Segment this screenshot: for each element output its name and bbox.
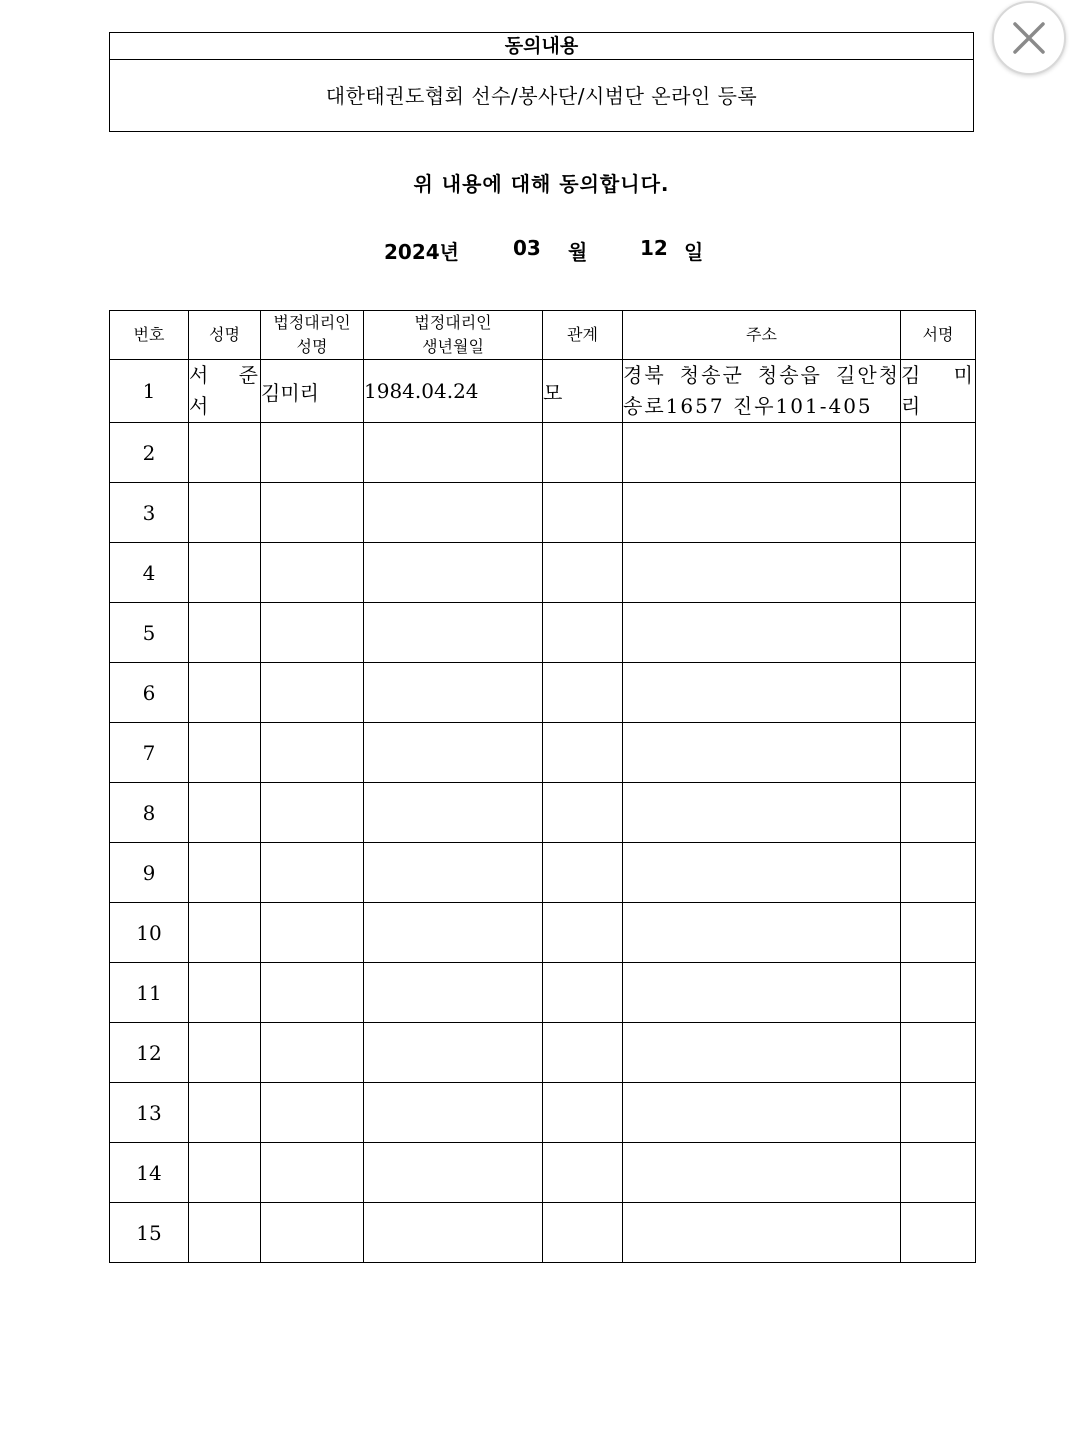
cell-guardian-birth: [364, 423, 543, 483]
date-month-unit: 월: [568, 240, 588, 264]
cell-name: [189, 1143, 261, 1203]
cell-guardian-name: [261, 1143, 364, 1203]
cell-address: [623, 543, 901, 603]
table-row: [110, 483, 976, 543]
cell-relation: [543, 663, 623, 723]
cell-signature: [901, 1023, 976, 1083]
table-row: [110, 543, 976, 603]
cell-signature: [901, 903, 976, 963]
cell-no: 8: [110, 783, 189, 843]
cell-no: 15: [110, 1203, 189, 1263]
cell-no: 9: [110, 843, 189, 903]
cell-no: 13: [110, 1083, 189, 1143]
cell-guardian-birth: [364, 483, 543, 543]
cell-guardian-birth: 1984.04.24: [364, 360, 543, 423]
cell-guardian-name: 김미리: [261, 360, 364, 423]
close-button[interactable]: [992, 1, 1066, 75]
cell-no: 11: [110, 963, 189, 1023]
cell-address: [623, 903, 901, 963]
cell-guardian-name: [261, 483, 364, 543]
cell-relation: [543, 903, 623, 963]
cell-signature: [901, 843, 976, 903]
table-row: [110, 843, 976, 903]
table-row: [110, 1023, 976, 1083]
cell-guardian-name: [261, 663, 364, 723]
cell-no: 4: [110, 543, 189, 603]
cell-name: [189, 1083, 261, 1143]
cell-address: [623, 1203, 901, 1263]
cell-address: [623, 423, 901, 483]
cell-no: 7: [110, 723, 189, 783]
header-guardian-birth-line1: 법정대리인: [414, 313, 492, 332]
table-header-row: [110, 311, 976, 360]
cell-relation: [543, 1023, 623, 1083]
cell-relation: [543, 483, 623, 543]
cell-relation: [543, 1083, 623, 1143]
cell-address: [623, 483, 901, 543]
table-row: [110, 783, 976, 843]
cell-name: [189, 543, 261, 603]
cell-guardian-birth: [364, 963, 543, 1023]
cell-address: [623, 843, 901, 903]
cell-relation: [543, 843, 623, 903]
table-row: [110, 423, 976, 483]
table-row: [110, 603, 976, 663]
cell-name: [189, 483, 261, 543]
cell-relation: 모: [543, 360, 623, 423]
cell-signature: [901, 603, 976, 663]
table-row: [110, 663, 976, 723]
cell-relation: [543, 1143, 623, 1203]
header-no: 번호: [110, 311, 189, 360]
cell-guardian-birth: [364, 1143, 543, 1203]
cell-name: [189, 1023, 261, 1083]
cell-relation: [543, 423, 623, 483]
cell-signature: [901, 783, 976, 843]
cell-guardian-name: [261, 423, 364, 483]
cell-relation: [543, 543, 623, 603]
table-row: [110, 1083, 976, 1143]
cell-relation: [543, 1203, 623, 1263]
cell-guardian-birth: [364, 903, 543, 963]
cell-guardian-birth: [364, 603, 543, 663]
cell-name: [189, 1203, 261, 1263]
cell-name: [189, 663, 261, 723]
table-row: [110, 963, 976, 1023]
cell-signature: [901, 663, 976, 723]
cell-guardian-name: [261, 903, 364, 963]
cell-guardian-name: [261, 1083, 364, 1143]
consent-content: 대한태권도협회 선수/봉사단/시범단 온라인 등록: [325, 84, 758, 108]
cell-name: 서 준 서: [189, 360, 261, 423]
cell-name: [189, 963, 261, 1023]
cell-address: [623, 723, 901, 783]
cell-guardian-name: [261, 723, 364, 783]
cell-guardian-name: [261, 1203, 364, 1263]
cell-relation: [543, 783, 623, 843]
header-address: 주소: [623, 311, 901, 360]
table-row: [110, 1143, 976, 1203]
cell-guardian-name: [261, 1023, 364, 1083]
cell-address: [623, 963, 901, 1023]
cell-signature: [901, 1143, 976, 1203]
table-row: [110, 360, 976, 423]
cell-no: 1: [110, 360, 189, 423]
cell-address: [623, 663, 901, 723]
header-guardian-birth-line2: 생년월일: [422, 337, 484, 356]
cell-relation: [543, 963, 623, 1023]
cell-guardian-birth: [364, 843, 543, 903]
date-month: 03: [513, 236, 541, 260]
cell-signature: [901, 483, 976, 543]
cell-guardian-birth: [364, 723, 543, 783]
close-icon: [1012, 21, 1046, 55]
agreement-statement: 위 내용에 대해 동의합니다.: [413, 172, 670, 196]
cell-no: 12: [110, 1023, 189, 1083]
cell-name: [189, 783, 261, 843]
cell-relation: [543, 723, 623, 783]
header-guardian-birth: [364, 311, 543, 360]
date-line: [0, 236, 1078, 264]
cell-no: 5: [110, 603, 189, 663]
cell-no: 14: [110, 1143, 189, 1203]
cell-guardian-name: [261, 603, 364, 663]
date-day: 12: [640, 236, 668, 260]
cell-guardian-name: [261, 843, 364, 903]
cell-no: 6: [110, 663, 189, 723]
cell-name: [189, 843, 261, 903]
cell-signature: [901, 723, 976, 783]
header-signature: 서명: [901, 311, 976, 360]
cell-name: [189, 903, 261, 963]
consent-box: [109, 32, 974, 132]
cell-address: [623, 1023, 901, 1083]
cell-guardian-name: [261, 783, 364, 843]
cell-guardian-birth: [364, 1083, 543, 1143]
table-body: [110, 360, 976, 1263]
cell-address: [623, 603, 901, 663]
header-guardian-name: [261, 311, 364, 360]
header-guardian-name-line2: 성명: [296, 337, 328, 356]
date-day-unit: 일: [684, 240, 704, 264]
cell-name: [189, 723, 261, 783]
cell-address: [623, 783, 901, 843]
cell-guardian-birth: [364, 663, 543, 723]
cell-no: 3: [110, 483, 189, 543]
cell-guardian-birth: [364, 783, 543, 843]
cell-signature: [901, 1083, 976, 1143]
cell-guardian-birth: [364, 1023, 543, 1083]
cell-signature: [901, 543, 976, 603]
cell-guardian-birth: [364, 1203, 543, 1263]
cell-guardian-name: [261, 963, 364, 1023]
registration-table: [109, 310, 976, 1263]
cell-guardian-name: [261, 543, 364, 603]
cell-address: 경북 청송군 청송읍 길안청송로1657 진우101-405: [623, 360, 901, 423]
header-relation: 관계: [543, 311, 623, 360]
cell-no: 10: [110, 903, 189, 963]
cell-signature: [901, 423, 976, 483]
cell-signature: [901, 1203, 976, 1263]
cell-no: 2: [110, 423, 189, 483]
table-row: [110, 723, 976, 783]
cell-guardian-birth: [364, 543, 543, 603]
cell-signature: [901, 963, 976, 1023]
cell-address: [623, 1083, 901, 1143]
cell-name: [189, 603, 261, 663]
table-row: [110, 903, 976, 963]
cell-signature: 김 미 리: [901, 360, 976, 423]
cell-name: [189, 423, 261, 483]
consent-header: 동의내용: [110, 33, 973, 60]
header-name: 성명: [189, 311, 261, 360]
date-year: 2024년: [384, 240, 459, 264]
table-row: [110, 1203, 976, 1263]
cell-relation: [543, 603, 623, 663]
header-guardian-name-line1: 법정대리인: [273, 313, 351, 332]
cell-address: [623, 1143, 901, 1203]
